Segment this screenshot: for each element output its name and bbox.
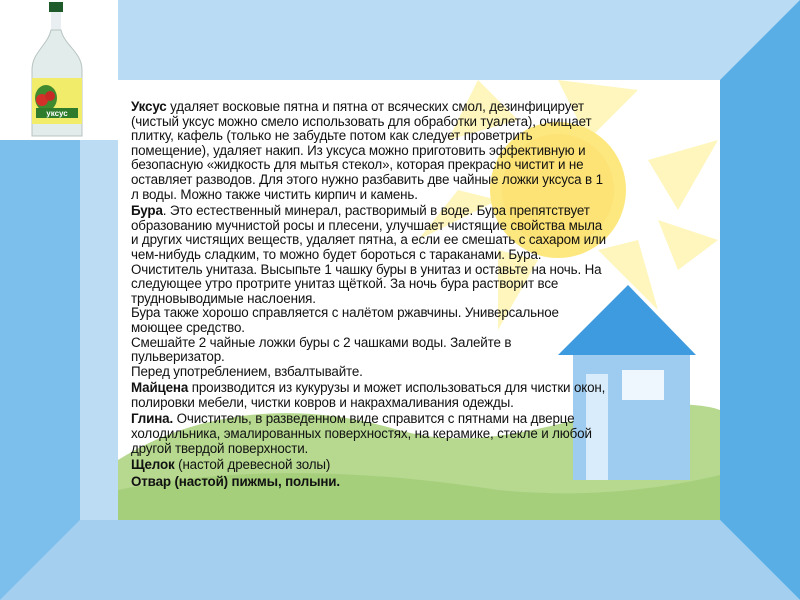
item-line: (настой древесной золы) [174,457,331,473]
list-item-glina [118,412,700,456]
intro-line: л воды. Можно также чистить кирпич и камень. [131,186,418,202]
list-item-bura [118,204,700,379]
item-line: . Это естественный минерал, растворимый в воде. Бура препятствует [162,203,590,219]
item-term: Глина. [131,411,174,427]
item-line: полировки мебели, чистки ковров и накрахмаливания одежды. [131,394,514,410]
item-line: чем-нибудь сладким, то можно будет бороться с тараканами. Бура. [131,246,542,262]
list-item-otvar [118,475,700,490]
intro-paragraph [131,100,700,202]
bottle-label: уксус [46,109,68,118]
list-item-maizena [118,381,700,410]
intro-term: Уксус [131,99,167,114]
intro-line: удаляет восковые пятна и пятна от всяческих смол, дезинфицирует [166,99,584,114]
item-line: и других чистящих веществ, удаляет пятна, а если ее смешать с сахаром или [131,232,606,248]
item-line: Бура также хорошо справляется с налётом ржавчины. Универсальное [131,305,559,321]
item-line: следующее утро протрите унитаз щёткой. За ночь бура растворит все [131,276,559,292]
intro-line: (чистый уксус можно смело использовать для обработки туалета), очищает [131,113,592,129]
item-line: Очиститель, в разведенном виде справится с пятнами на дверце [173,411,575,427]
vinegar-bottle-image [0,0,118,140]
intro-line: помещение), удаляет накип. Из уксуса можно приготовить эффективную и [131,142,586,158]
item-line: образованию мучнистой росы и плесени, улучшает чистящие свойства мыла [131,217,603,233]
item-line: другой твердой поверхности. [131,440,309,456]
item-line: производится из кукурузы и может использоваться для чистки окон, [188,380,606,396]
content-panel [118,80,720,520]
item-line: трудновыводимые наслоения. [131,290,316,306]
item-term: Отвар (настой) пижмы, полыни. [131,473,340,489]
intro-line: безопасную «жидкость для мытья стекол», которая прекрасно чистит и не [131,157,584,173]
intro-line: оставляет разводов. Для этого нужно разбавить две чайные ложки уксуса в 1 [131,171,603,187]
item-term: Майцена [131,380,189,396]
item-line: Смешайте 2 чайные ложки буры с 2 чашками воды. Залейте в [131,334,512,350]
item-term: Щелок [131,457,175,473]
item-term: Бура [131,203,163,219]
intro-line: плитку, кафель (только не забудьте потом как следует проветрить [131,128,533,144]
text-block [118,100,700,491]
item-line: Очиститель унитаза. Высыпьте 1 чашку буры в унитаз и оставьте на ночь. На [131,261,602,277]
item-line: Перед употреблением, взбалтывайте. [131,363,363,379]
item-line: холодильника, эмалированных поверхностях, на керамике, стекле и любой [131,426,592,442]
item-line: моющее средство. [131,319,245,335]
item-line: пульверизатор. [131,349,225,365]
list-item-shchelok [118,458,700,473]
cleaner-list [118,204,700,489]
